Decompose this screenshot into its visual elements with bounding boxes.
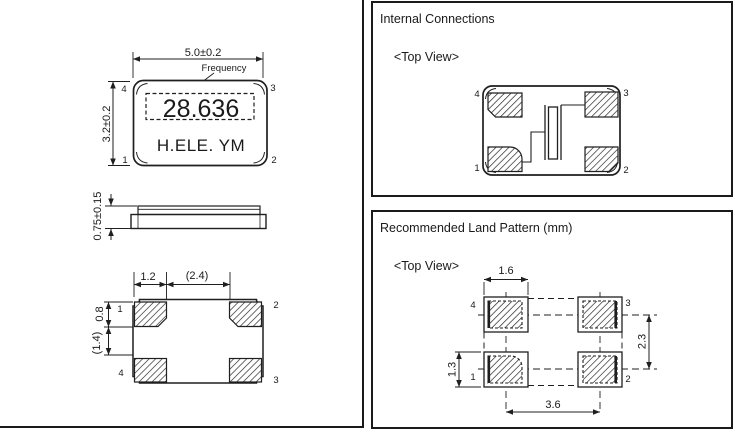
top-view bbox=[101, 47, 277, 166]
top-view-pin-3: 3 bbox=[270, 83, 276, 94]
top-view-pin-4: 4 bbox=[121, 84, 127, 95]
ic-pin-1: 1 bbox=[474, 163, 480, 174]
bottom-pad-4 bbox=[135, 359, 167, 383]
bottom-pad-1 bbox=[135, 302, 167, 327]
ic-pad-4 bbox=[488, 93, 522, 117]
internal-connections-title: Internal Connections bbox=[380, 12, 495, 26]
land-pattern-subtitle: <Top View> bbox=[393, 258, 460, 273]
ic-pin-4: 4 bbox=[474, 89, 480, 100]
ic-pin-3: 3 bbox=[623, 88, 629, 99]
land-pin-1: 1 bbox=[470, 372, 476, 383]
side-view bbox=[92, 192, 266, 241]
land-pattern-box bbox=[371, 210, 733, 429]
brand-marking: H.ELE. YM bbox=[156, 136, 246, 155]
top-view-pin-2: 2 bbox=[271, 155, 277, 166]
bottom-view bbox=[91, 270, 279, 386]
dimensions-panel bbox=[0, 0, 364, 428]
land-pattern-drawing bbox=[373, 212, 731, 427]
pad-gap-dimension: (1.4) bbox=[91, 331, 103, 355]
thickness-dimension: 0.75±0.15 bbox=[92, 191, 104, 241]
body-height-dimension: 3.2±0.2 bbox=[101, 105, 113, 143]
bottom-pad-3 bbox=[230, 359, 262, 383]
ic-pad-2 bbox=[585, 147, 618, 172]
internal-connections-box bbox=[371, 1, 733, 197]
frequency-value: 28.636 bbox=[162, 95, 240, 123]
land-pin-2: 2 bbox=[625, 374, 631, 385]
ic-pad-3 bbox=[585, 92, 618, 117]
body-width-dimension: 5.0±0.2 bbox=[184, 47, 222, 59]
ic-pin-2: 2 bbox=[623, 165, 629, 176]
vertical-pitch-dimension: 2.3 bbox=[636, 333, 649, 350]
chip-pad-2-overlay bbox=[583, 356, 617, 383]
land-width-dimension: 1.6 bbox=[498, 265, 514, 277]
bottom-view-pin-4: 4 bbox=[118, 368, 124, 379]
pad-width-dimension: 1.2 bbox=[140, 271, 156, 283]
top-view-pin-1: 1 bbox=[122, 155, 128, 166]
ic-pad-1 bbox=[488, 147, 522, 172]
thickness-dimension-arrows bbox=[105, 194, 137, 240]
bottom-view-pin-2: 2 bbox=[273, 300, 279, 311]
side-view-body bbox=[131, 206, 266, 229]
chip-pad-1-overlay bbox=[488, 356, 522, 383]
land-height-dimension: 1.3 bbox=[446, 361, 459, 378]
land-pin-3: 3 bbox=[625, 298, 631, 309]
dimensions-drawing bbox=[0, 0, 364, 428]
frequency-label: Frequency bbox=[201, 63, 247, 74]
bottom-view-pin-1: 1 bbox=[117, 304, 123, 315]
pad-pitch-dimension: (2.4) bbox=[185, 270, 209, 282]
pad-height-dimension: 0.8 bbox=[94, 306, 106, 322]
bottom-view-pin-3: 3 bbox=[273, 375, 279, 386]
internal-connections-subtitle: <Top View> bbox=[393, 49, 460, 64]
internal-connections-drawing bbox=[373, 3, 731, 195]
land-pattern-title: Recommended Land Pattern (mm) bbox=[380, 221, 573, 235]
chip-pad-3-overlay bbox=[583, 301, 617, 328]
horizontal-pitch-dimension: 3.6 bbox=[545, 399, 561, 411]
chip-pad-4-overlay bbox=[488, 301, 522, 328]
bottom-pad-2 bbox=[230, 302, 262, 327]
land-pin-4: 4 bbox=[470, 300, 476, 311]
